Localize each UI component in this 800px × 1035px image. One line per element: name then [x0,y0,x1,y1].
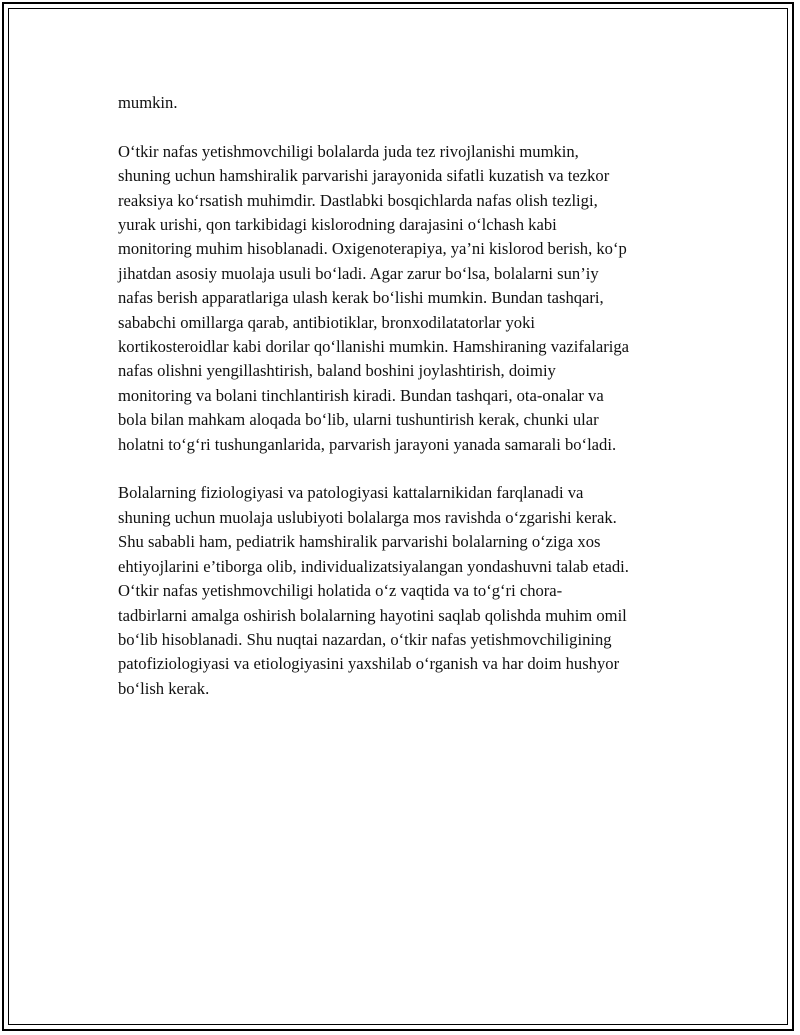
text-line: shuning uchun hamshiralik parvarishi jarayonida sifatli kuzatish va tezkor [118,166,610,186]
text-line: bo‘lib hisoblanadi. Shu nuqtai nazardan, o‘tkir nafas yetishmovchiligining [118,629,612,649]
text-line: shuning uchun muolaja uslubiyoti bolalarga mos ravishda o‘zgarishi kerak. [118,507,617,527]
text-line: ehtiyojlarini e’tiborga olib, individualizatsiyalangan yondashuvni talab etadi. [118,556,629,576]
text-line: kortikosteroidlar kabi dorilar qo‘llanishi mumkin. Hamshiraning vazifalariga [118,337,630,357]
text-line: Shu sababli ham, pediatrik hamshiralik parvarishi bolalarning o‘ziga xos [118,532,601,552]
text-line: nafas berish apparatlariga ulash kerak bo‘lishi mumkin. Bundan tashqari, [118,288,604,308]
text-line: patofiziologiyasi va etiologiyasini yaxshilab o‘rganish va har doim hushyor [118,654,620,674]
text-line: sababchi omillarga qarab, antibiotiklar, bronxodilatatorlar yoki [118,312,535,332]
document-body [118,91,690,701]
text-line: Bolalarning fiziologiyasi va patologiyasi kattalarnikidan farqlanadi va [118,483,584,503]
paragraph-gap [118,115,690,139]
text-line: monitoring va bolani tinchlantirish kiradi. Bundan tashqari, ota-onalar va [118,385,604,405]
text-line: monitoring muhim hisoblanadi. Oxigenoterapiya, ya’ni kislorod berish, ko‘p [118,239,627,259]
text-line: yurak urishi, qon tarkibidagi kislorodning darajasini o‘lchash kabi [118,215,557,235]
text-line: reaksiya ko‘rsatish muhimdir. Dastlabki bosqichlarda nafas olish tezligi, [118,190,598,210]
text-line: O‘tkir nafas yetishmovchiligi bolalarda juda tez rivojlanishi mumkin, [118,141,579,161]
paragraph-gap [118,457,690,481]
text-line: tadbirlarni amalga oshirish bolalarning hayotini saqlab qolishda muhim omil [118,605,627,625]
text-line: nafas olishni yengillashtirish, baland boshini joylashtirish, doimiy [118,361,556,381]
paragraph-2 [118,481,690,701]
text-line: holatni to‘g‘ri tushunganlarida, parvarish jarayoni yanada samarali bo‘ladi. [118,434,617,454]
text-line: mumkin. [118,93,178,112]
text-line: bola bilan mahkam aloqada bo‘lib, ularni tushuntirish kerak, chunki ular [118,410,599,430]
text-line: jihatdan asosiy muolaja usuli bo‘ladi. Agar zarur bo‘lsa, bolalarni sun’iy [118,263,599,283]
paragraph-1 [118,140,690,457]
text-line: bo‘lish kerak. [118,678,210,698]
text-line: O‘tkir nafas yetishmovchiligi holatida o‘z vaqtida va to‘g‘ri chora- [118,581,563,601]
